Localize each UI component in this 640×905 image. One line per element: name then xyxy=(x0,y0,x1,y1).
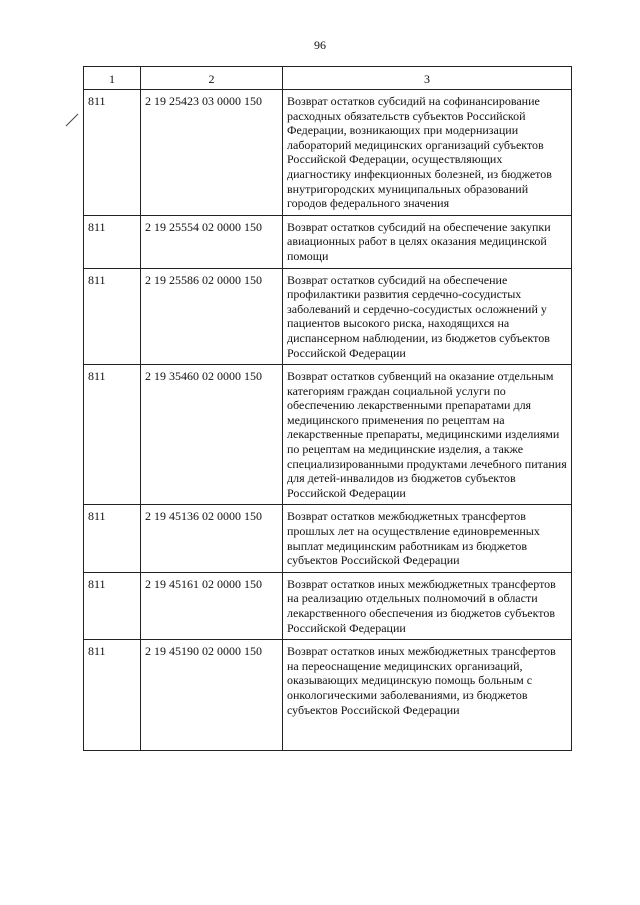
page-number: 96 xyxy=(314,38,326,52)
budget-code-cell: 2 19 25423 03 0000 150 xyxy=(141,90,283,216)
budget-code-cell: 2 19 35460 02 0000 150 xyxy=(141,365,283,505)
admin-code-cell: 811 xyxy=(84,640,141,751)
budget-code-cell: 2 19 45190 02 0000 150 xyxy=(141,640,283,751)
table-row xyxy=(84,90,572,216)
budget-code-table xyxy=(83,66,572,751)
description-cell: Возврат остатков субсидий на софинансирование расходных обязательств субъектов Российской Федерации, возникающих при модернизации лабораторий медицинских организаций субъектов Российской Федерации, осуществляющих диагностику инфекционных болезней, из бюджетов внутригородских муниципальных образований городов федерального значения xyxy=(283,90,572,216)
admin-code-cell: 811 xyxy=(84,505,141,572)
budget-code-cell: 2 19 25586 02 0000 150 xyxy=(141,268,283,365)
table-row xyxy=(84,365,572,505)
description-cell: Возврат остатков субсидий на обеспечение закупки авиационных работ в целях оказания медицинской помощи xyxy=(283,215,572,268)
table-row xyxy=(84,215,572,268)
table-row xyxy=(84,505,572,572)
header-col-3: 3 xyxy=(283,67,572,90)
admin-code-cell: 811 xyxy=(84,365,141,505)
description-cell: Возврат остатков иных межбюджетных трансфертов на переоснащение медицинских организаций, оказывающих медицинскую помощь больным с онкологическими заболеваниями, из бюджетов субъектов Российской Федерации xyxy=(283,640,572,751)
budget-code-cell: 2 19 25554 02 0000 150 xyxy=(141,215,283,268)
pen-mark xyxy=(64,112,80,128)
budget-code-cell: 2 19 45136 02 0000 150 xyxy=(141,505,283,572)
admin-code-cell: 811 xyxy=(84,268,141,365)
description-cell: Возврат остатков субвенций на оказание отдельным категориям граждан социальной услуги по обеспечению лекарственными препаратами для медицинского применения по рецептам на лекарственные препараты, медицинскими изделиями по рецептам на медицинские изделия, а также специализированными продуктами лечебного питания для детей-инвалидов из бюджетов субъектов Российской Федерации xyxy=(283,365,572,505)
admin-code-cell: 811 xyxy=(84,572,141,639)
table-header-row xyxy=(84,67,572,90)
table-row xyxy=(84,572,572,639)
description-cell: Возврат остатков иных межбюджетных трансфертов на реализацию отдельных полномочий в области лекарственного обеспечения из бюджетов субъектов Российской Федерации xyxy=(283,572,572,639)
budget-code-cell: 2 19 45161 02 0000 150 xyxy=(141,572,283,639)
admin-code-cell: 811 xyxy=(84,90,141,216)
admin-code-cell: 811 xyxy=(84,215,141,268)
table-row xyxy=(84,640,572,751)
header-col-1: 1 xyxy=(84,67,141,90)
table-row xyxy=(84,268,572,365)
header-col-2: 2 xyxy=(141,67,283,90)
description-cell: Возврат остатков субсидий на обеспечение профилактики развития сердечно-сосудистых заболеваний и сердечно-сосудистых осложнений у пациентов высокого риска, находящихся на диспансерном наблюдении, из бюджетов субъектов Российской Федерации xyxy=(283,268,572,365)
description-cell: Возврат остатков межбюджетных трансфертов прошлых лет на осуществление единовременных выплат медицинским работникам из бюджетов субъектов Российской Федерации xyxy=(283,505,572,572)
